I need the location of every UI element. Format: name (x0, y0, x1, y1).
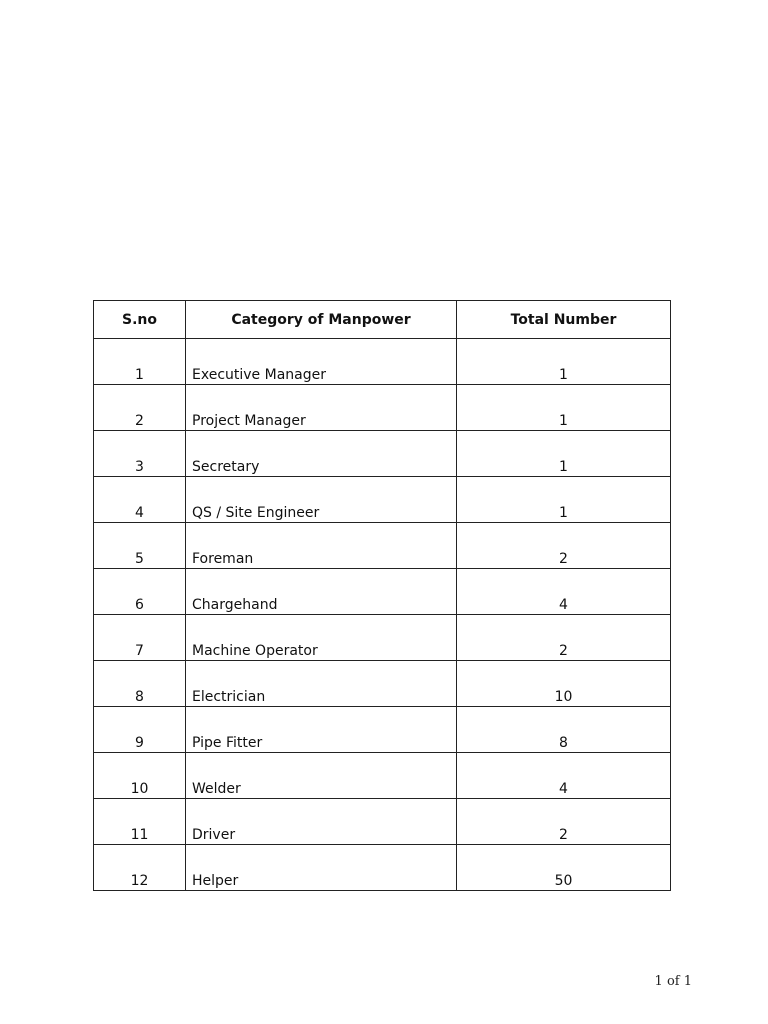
cell-total: 1 (457, 385, 671, 431)
cell-total: 2 (457, 799, 671, 845)
cell-category: Foreman (186, 523, 457, 569)
cell-sno: 1 (94, 339, 186, 385)
table-row (94, 845, 671, 891)
table-row (94, 385, 671, 431)
cell-category: Pipe Fitter (186, 707, 457, 753)
cell-sno: 3 (94, 431, 186, 477)
cell-total: 4 (457, 753, 671, 799)
cell-category: Project Manager (186, 385, 457, 431)
table-row (94, 523, 671, 569)
cell-category: QS / Site Engineer (186, 477, 457, 523)
cell-category: Driver (186, 799, 457, 845)
table-row (94, 707, 671, 753)
cell-total: 1 (457, 431, 671, 477)
cell-category: Machine Operator (186, 615, 457, 661)
page-indicator: 1 of 1 (654, 974, 692, 989)
cell-sno: 9 (94, 707, 186, 753)
cell-sno: 8 (94, 661, 186, 707)
header-category: Category of Manpower (186, 301, 457, 339)
cell-category: Helper (186, 845, 457, 891)
cell-total: 4 (457, 569, 671, 615)
cell-sno: 7 (94, 615, 186, 661)
cell-sno: 11 (94, 799, 186, 845)
table-row (94, 569, 671, 615)
cell-total: 2 (457, 523, 671, 569)
table-row (94, 615, 671, 661)
cell-category: Electrician (186, 661, 457, 707)
cell-sno: 4 (94, 477, 186, 523)
manpower-table (93, 300, 671, 891)
cell-total: 50 (457, 845, 671, 891)
cell-sno: 5 (94, 523, 186, 569)
cell-total: 1 (457, 477, 671, 523)
cell-category: Secretary (186, 431, 457, 477)
cell-total: 2 (457, 615, 671, 661)
table-row (94, 753, 671, 799)
cell-total: 10 (457, 661, 671, 707)
cell-total: 8 (457, 707, 671, 753)
header-sno: S.no (94, 301, 186, 339)
cell-category: Welder (186, 753, 457, 799)
table-row (94, 661, 671, 707)
table-row (94, 339, 671, 385)
header-total: Total Number (457, 301, 671, 339)
table-header-row (94, 301, 671, 339)
table-row (94, 431, 671, 477)
cell-total: 1 (457, 339, 671, 385)
cell-category: Executive Manager (186, 339, 457, 385)
cell-sno: 12 (94, 845, 186, 891)
cell-sno: 10 (94, 753, 186, 799)
table-row (94, 477, 671, 523)
cell-category: Chargehand (186, 569, 457, 615)
table-row (94, 799, 671, 845)
cell-sno: 6 (94, 569, 186, 615)
cell-sno: 2 (94, 385, 186, 431)
